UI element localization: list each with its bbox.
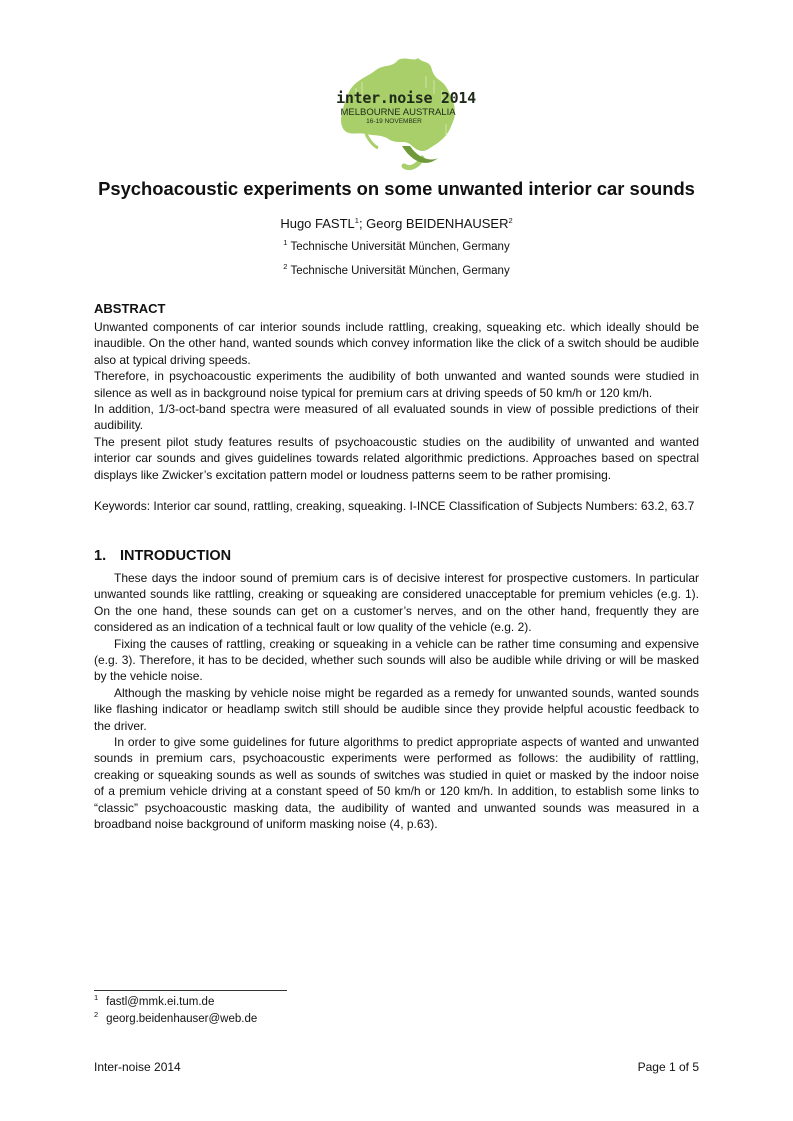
abstract-body	[94, 319, 699, 483]
author-name: Hugo FASTL	[280, 216, 355, 231]
author-name: Georg BEIDENHAUSER	[366, 216, 509, 231]
section-heading-introduction	[94, 548, 231, 564]
affiliation-mark: 2	[508, 216, 513, 225]
affiliation	[0, 238, 793, 253]
footnote-divider	[94, 990, 287, 991]
paper-title: Psychoacoustic experiments on some unwanted interior car sounds	[98, 178, 695, 199]
footer-page-number: Page 1 of 5	[637, 1060, 699, 1074]
intro-paragraph: These days the indoor sound of premium cars is of decisive interest for prospective customers. In particular unwanted sounds like rattling, creaking or squeaking are considered unacceptable for premium vehicles (e.g. 1). On the one hand, these sounds can get on a customer’s nerves, and on the other hand, frequently they are considered as an indication of a technical fault or low quality of the vehicle (e.g. 2).	[94, 571, 699, 635]
keywords: Keywords: Interior car sound, rattling, creaking, squeaking. I-INCE Classification of Subjects Numbers: 63.2, 63.7	[94, 499, 695, 513]
intro-paragraph: In order to give some guidelines for future algorithms to predict appropriate aspects of wanted and unwanted sounds in premium cars, psychoacoustic experiments were performed as follows: the audibility of rattling, creaking or squeaking sounds as well as sounds of switches was studied in quiet or masked by the indoor noise of a premium vehicle driving at a constant speed of 50 km/h or 120 km/h. In addition, to establish some links to “classic” psychoacoustic masking data, the audibility of wanted and unwanted sounds was measured in a broadband noise background of uniform masking noise (4, p.63).	[94, 735, 699, 832]
intro-paragraph: Although the masking by vehicle noise might be regarded as a remedy for unwanted sounds, wanted sounds like flashing indicator or headlamp switch still should be audible since they provide helpful acoustic feedback to the driver.	[94, 685, 699, 733]
affiliation-mark: 2	[283, 262, 288, 271]
author-line	[0, 216, 793, 231]
footnote-mark: 1	[94, 993, 99, 1002]
author-separator: ;	[358, 216, 367, 231]
affiliation-mark: 1	[354, 216, 359, 225]
affiliation-mark: 1	[283, 238, 288, 247]
logo-location: MELBOURNE AUSTRALIA	[340, 107, 456, 118]
abstract-paragraph: The present pilot study features results of psychoacoustic studies on the audibility of unwanted and wanted interior car sounds and gives guidelines towards related algorithmic predictions. Approaches based on spectral displays like Zwicker’s excitation pattern model or loudness patterns seem to be rather promising.	[94, 434, 699, 482]
affiliation-text: Technische Universität München, Germany	[287, 265, 510, 277]
footnote-email[interactable]: fastl@mmk.ei.tum.de	[106, 996, 215, 1008]
logo-dates: 16-19 NOVEMBER	[366, 118, 422, 125]
conference-logo	[326, 54, 476, 176]
footnote	[94, 993, 215, 1008]
abstract-paragraph: Therefore, in psychoacoustic experiments the audibility of both unwanted and wanted sounds were studied in silence as well as in background noise typical for premium cars at driving speeds of 50 km/h or 120 km/h.	[94, 369, 699, 400]
affiliation-text: Technische Universität München, Germany	[287, 241, 510, 253]
footer-conference: Inter-noise 2014	[94, 1060, 181, 1074]
abstract-paragraph: Unwanted components of car interior sounds include rattling, creaking, squeaking etc. which ideally should be inaudible. On the other hand, wanted sounds which convey information like the click of a switch should be audible also at typical driving speeds.	[94, 320, 699, 367]
section-title: INTRODUCTION	[120, 548, 232, 564]
intro-paragraph: Fixing the causes of rattling, creaking or squeaking in a vehicle can be rather time consuming and expensive (e.g. 3). Therefore, it has to be decided, whether such sounds will also be audible while driving or will be masked by the vehicle noise.	[94, 636, 699, 684]
affiliation	[0, 262, 793, 277]
footnote-email[interactable]: georg.beidenhauser@web.de	[106, 1013, 258, 1025]
abstract-heading: ABSTRACT	[94, 301, 166, 316]
logo-title: inter.noise 2014	[336, 89, 476, 107]
introduction-body	[94, 570, 699, 833]
section-number: 1.	[94, 548, 107, 564]
footnote-mark: 2	[94, 1010, 99, 1019]
abstract-paragraph: In addition, 1/3-oct-band spectra were measured of all evaluated sounds in view of possible predictions of their audibility.	[94, 402, 699, 433]
footnote	[94, 1010, 258, 1025]
